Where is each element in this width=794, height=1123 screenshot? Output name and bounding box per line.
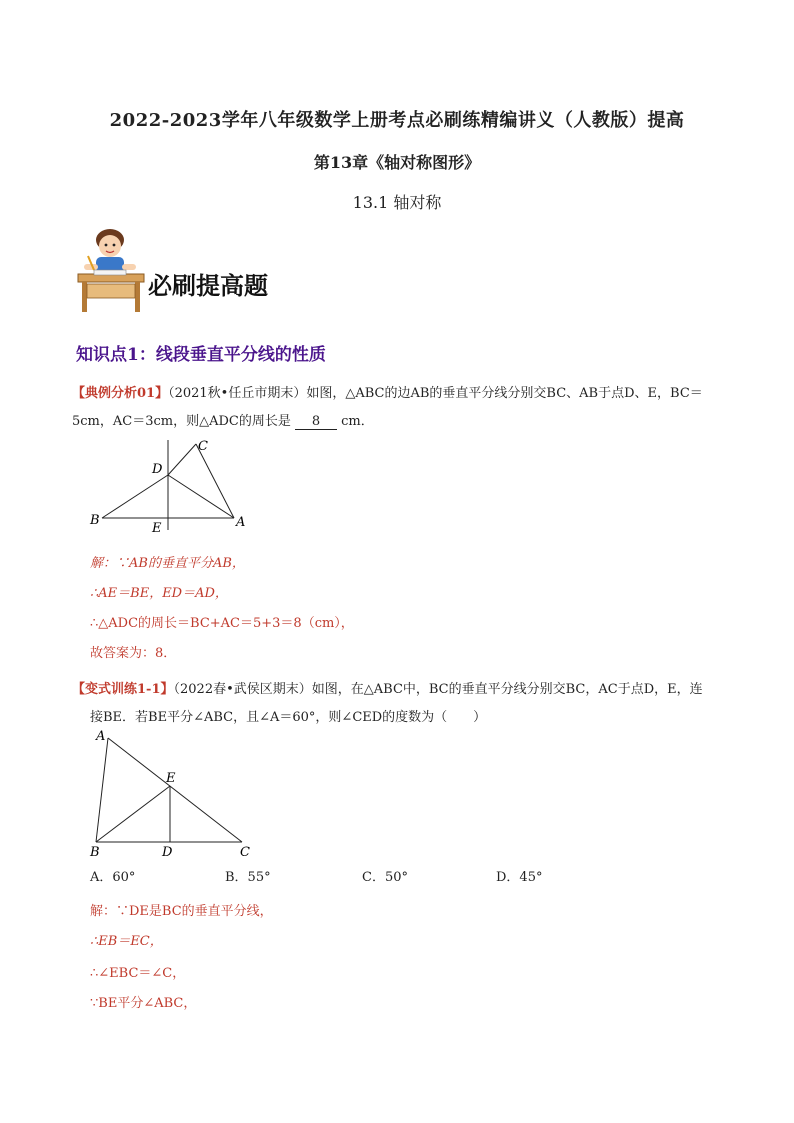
label-a: A bbox=[236, 515, 246, 530]
exercise-solution-2: ∴EB＝EC， bbox=[90, 934, 163, 949]
student-illustration-icon bbox=[76, 226, 146, 314]
option-d: D．45° bbox=[496, 870, 543, 885]
exercise-solution-3: ∴∠EBC＝∠C， bbox=[90, 966, 186, 981]
label-b: B bbox=[90, 513, 100, 528]
segment-ac bbox=[108, 738, 242, 842]
segment-da bbox=[168, 475, 234, 518]
example-solution-4: 故答案为：8． bbox=[90, 646, 177, 661]
exercise-figure bbox=[86, 726, 266, 862]
example-solution-2: ∴AE＝BE，ED＝AD， bbox=[90, 586, 228, 601]
label-e: E bbox=[152, 521, 162, 536]
label-e2: E bbox=[166, 771, 176, 786]
exercise-text-1: 如图，在△ABC中，BC的垂直平分线分别交BC，AC于点D，E，连 bbox=[311, 682, 703, 697]
segment-bd bbox=[102, 475, 168, 518]
segment-ca bbox=[196, 444, 234, 518]
student-desk-illustration bbox=[76, 226, 146, 314]
example-figure bbox=[86, 438, 256, 538]
exercise-tag: 【变式训练1-1】 bbox=[72, 682, 174, 697]
knowledge-point-heading: 知识点1：线段垂直平分线的性质 bbox=[76, 345, 326, 365]
example-source: （2021秋•任丘市期末） bbox=[168, 386, 307, 401]
segment-ab bbox=[96, 738, 108, 842]
example-text-1: 如图，△ABC的边AB的垂直平分线分别交BC、AB于点D、E，BC＝ bbox=[306, 386, 703, 401]
label-a2: A bbox=[96, 729, 106, 744]
section-banner: 必刷提高题 bbox=[148, 272, 268, 300]
document-title: 2022-2023学年八年级数学上册考点必刷练精编讲义（人教版）提高 bbox=[109, 110, 685, 131]
exercise-solution-4: ∵BE平分∠ABC， bbox=[90, 996, 197, 1011]
example-text-2a: 5cm，AC＝3cm，则△ADC的周长是 bbox=[72, 414, 291, 429]
label-b2: B bbox=[90, 845, 100, 860]
example-answer-blank: 8 bbox=[295, 414, 337, 430]
example-line-1 bbox=[72, 382, 703, 401]
chapter-title: 第13章《轴对称图形》 bbox=[313, 153, 481, 172]
section-title: 13.1 轴对称 bbox=[352, 193, 442, 212]
option-b: B．55° bbox=[225, 870, 271, 885]
option-c: C．50° bbox=[362, 870, 408, 885]
example-solution-3: ∴△ADC的周长＝BC+AC＝5+3＝8（cm）， bbox=[90, 616, 354, 631]
label-c2: C bbox=[240, 845, 250, 860]
example-text-2b: cm． bbox=[341, 414, 374, 429]
label-d2: D bbox=[162, 845, 173, 860]
label-d: D bbox=[152, 462, 163, 477]
exercise-line-1 bbox=[72, 678, 703, 697]
example-solution-1: 解：∵AB的垂直平分AB， bbox=[90, 556, 245, 571]
label-c: C bbox=[198, 439, 208, 454]
example-tag: 【典例分析01】 bbox=[72, 386, 169, 401]
segment-be bbox=[96, 786, 170, 842]
segment-dc bbox=[168, 444, 196, 475]
example-line-2 bbox=[72, 410, 374, 430]
option-a: A．60° bbox=[90, 870, 136, 885]
exercise-line-2: 接BE．若BE平分∠ABC，且∠A＝60°，则∠CED的度数为（ ） bbox=[90, 710, 487, 725]
exercise-solution-1: 解：∵DE是BC的垂直平分线， bbox=[90, 904, 273, 919]
exercise-source: （2022春•武侯区期末） bbox=[173, 682, 312, 697]
